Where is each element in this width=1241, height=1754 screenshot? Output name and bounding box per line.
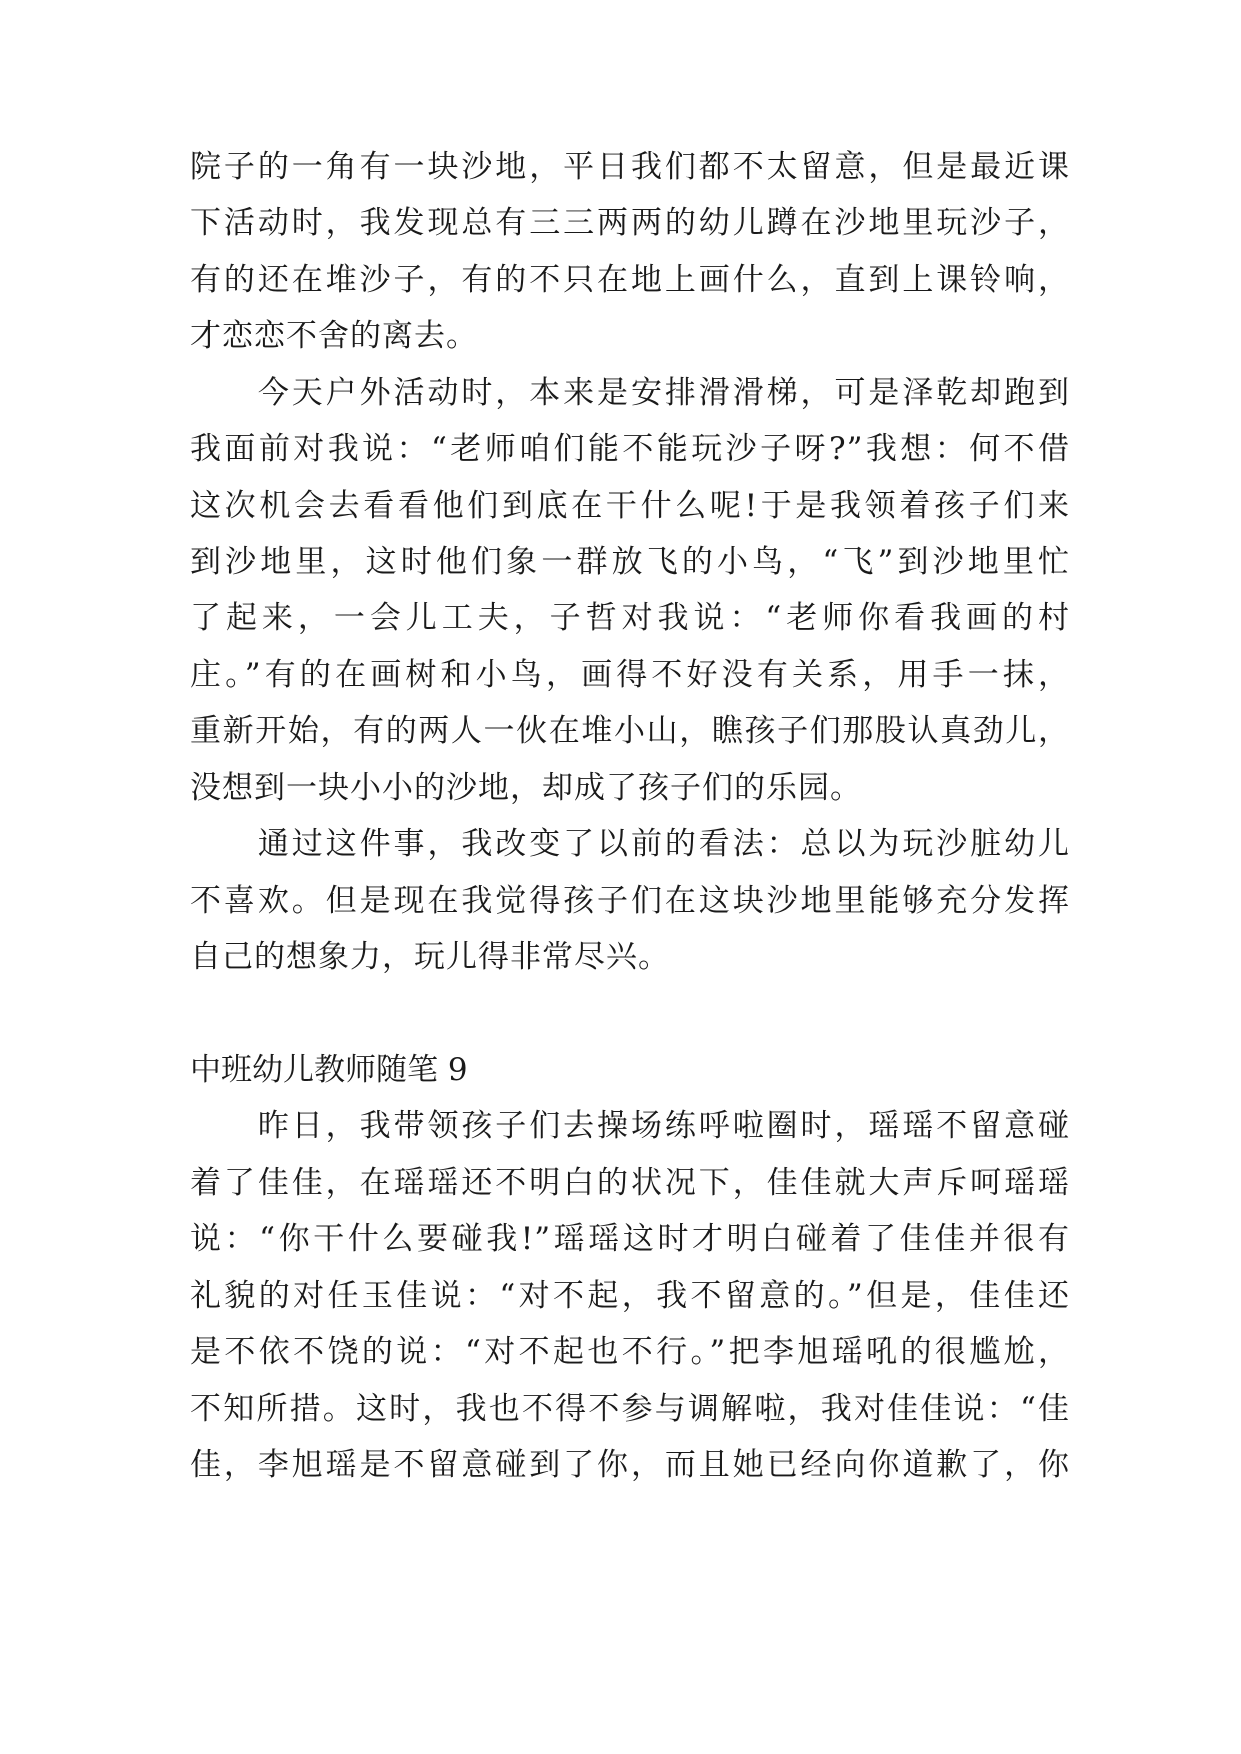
text-line: 着了佳佳，在瑶瑶还不明白的状况下，佳佳就大声斥呵瑶瑶 [190,1165,1070,1201]
text-line: 下活动时，我发现总有三三两两的幼儿蹲在沙地里玩沙子， [190,205,1070,241]
text-line: 没想到一块小小的沙地，却成了孩子们的乐园。 [190,770,862,806]
text-line: 院子的一角有一块沙地，平日我们都不太留意，但是最近课 [190,149,1070,185]
text-line: 庄。”有的在画树和小鸟，画得不好没有关系，用手一抹， [190,657,1070,693]
text-line: 佳，李旭瑶是不留意碰到了你，而且她已经向你道歉了，你 [190,1447,1070,1483]
text-line: 我面前对我说：“老师咱们能不能玩沙子呀?”我想：何不借 [190,431,1070,467]
text-line: 了起来，一会儿工夫，子哲对我说：“老师你看我画的村 [190,600,1070,636]
text-line: 重新开始，有的两人一伙在堆小山，瞧孩子们那股认真劲儿， [190,713,1070,749]
text-line: 自己的想象力，玩儿得非常尽兴。 [190,939,670,975]
text-line: 通过这件事，我改变了以前的看法：总以为玩沙脏幼儿 [190,826,1070,862]
text-line: 不喜欢。但是现在我觉得孩子们在这块沙地里能够充分发挥 [190,883,1070,919]
text-line: 今天户外活动时，本来是安排滑滑梯，可是泽乾却跑到 [190,375,1070,411]
text-line: 不知所措。这时，我也不得不参与调解啦，我对佳佳说：“佳 [190,1391,1070,1427]
text-line: 是不依不饶的说：“对不起也不行。”把李旭瑶吼的很尴尬， [190,1334,1070,1370]
section-title: 中班幼儿教师随笔 9 [190,1052,468,1088]
text-line: 有的还在堆沙子，有的不只在地上画什么，直到上课铃响， [190,262,1070,298]
text-line: 说：“你干什么要碰我!”瑶瑶这时才明白碰着了佳佳并很有 [190,1221,1070,1257]
text-line: 礼貌的对任玉佳说：“对不起，我不留意的。”但是，佳佳还 [190,1278,1070,1314]
text-line: 昨日，我带领孩子们去操场练呼啦圈时，瑶瑶不留意碰 [190,1108,1070,1144]
text-line: 才恋恋不舍的离去。 [190,318,478,354]
text-line: 到沙地里，这时他们象一群放飞的小鸟，“飞”到沙地里忙 [190,544,1070,580]
text-line: 这次机会去看看他们到底在干什么呢!于是我领着孩子们来 [190,488,1070,524]
